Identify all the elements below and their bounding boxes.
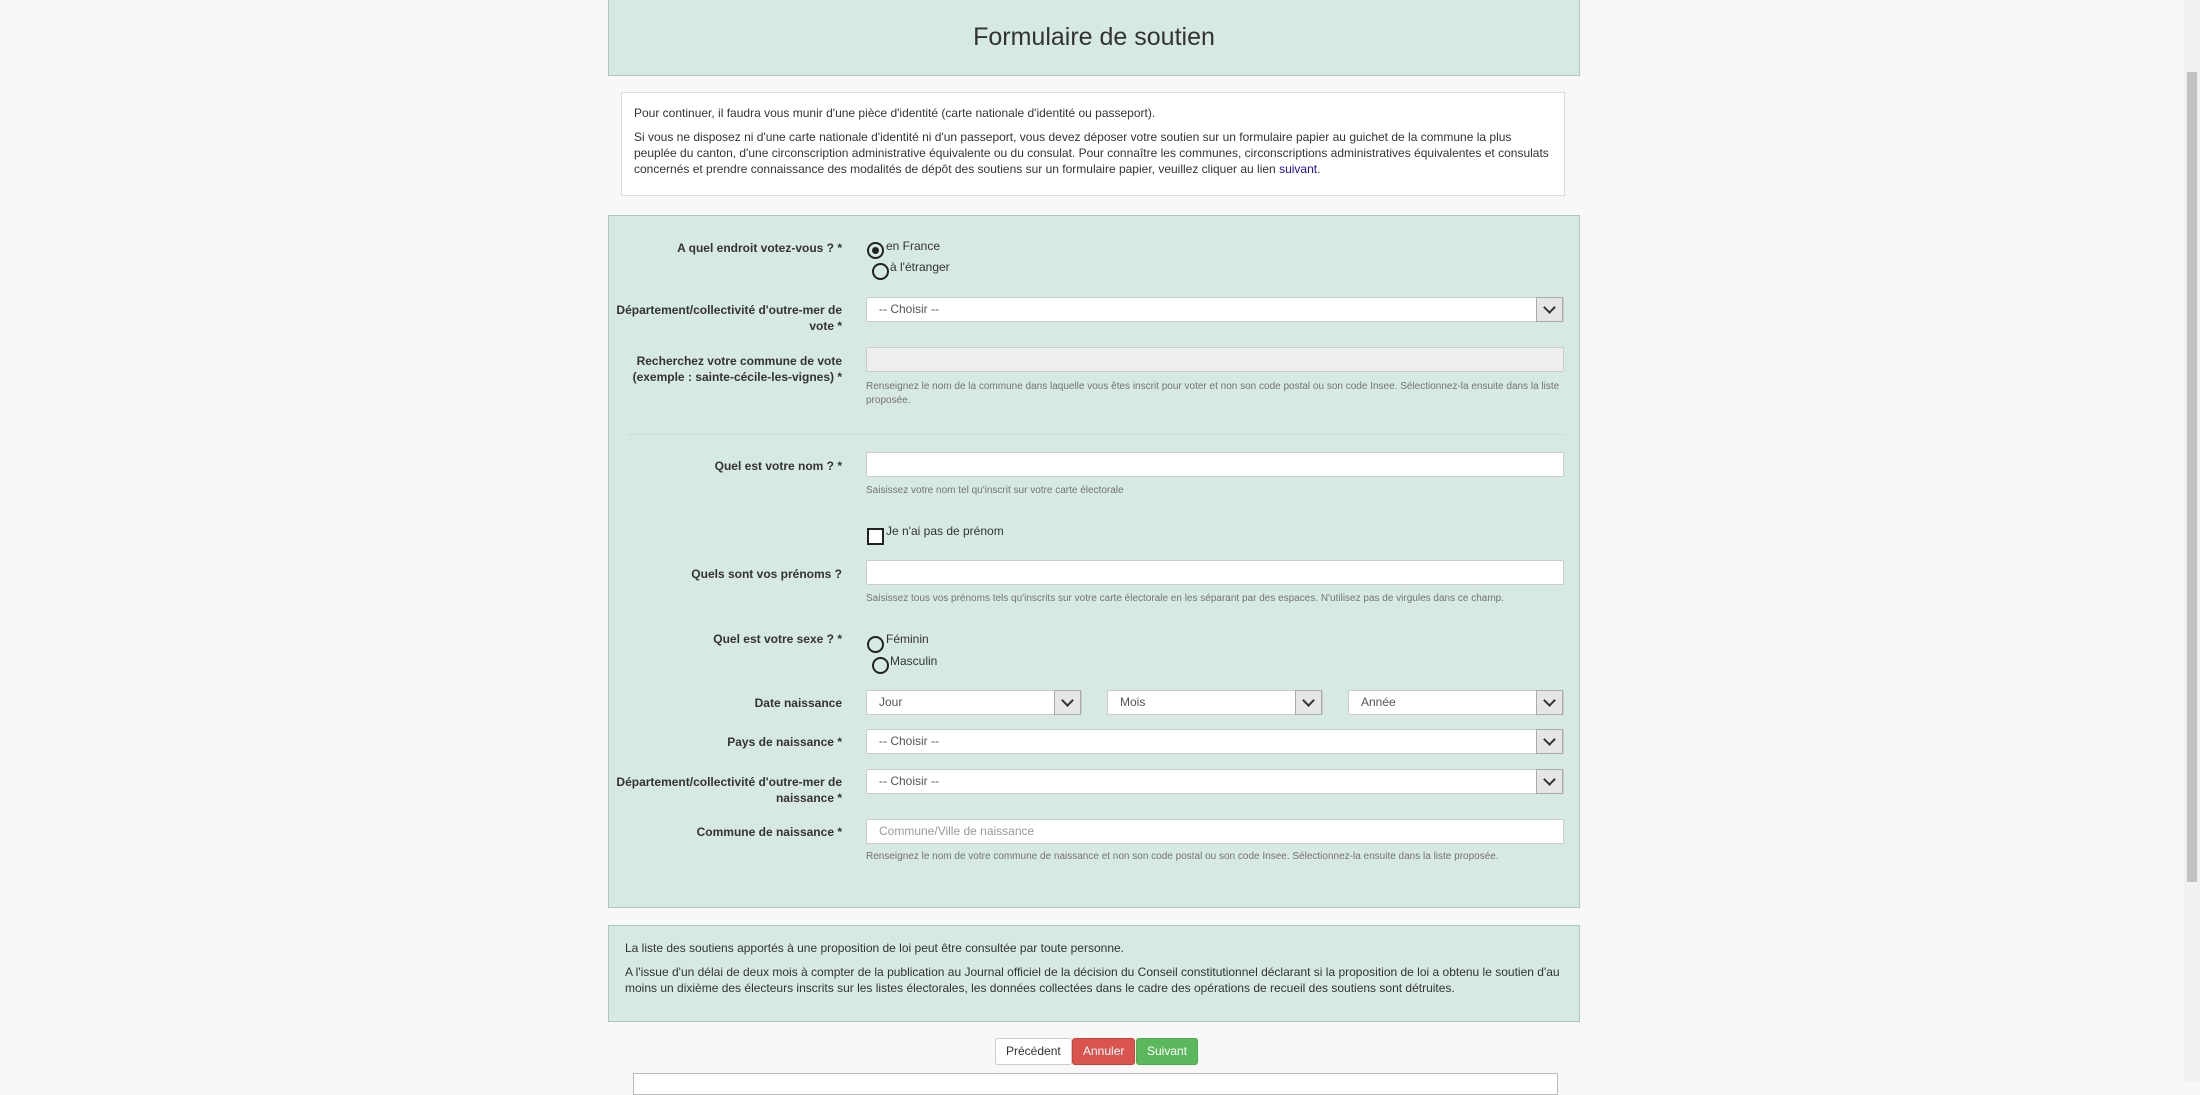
departement-vote-select[interactable]: -- Choisir -- (866, 297, 1564, 322)
chevron-down-icon[interactable] (1536, 729, 1563, 754)
prenoms-label: Quels sont vos prénoms ? (691, 567, 842, 581)
header-panel (608, 0, 1580, 76)
scrollbar-thumb[interactable] (2187, 72, 2197, 882)
pays-naissance-label: Pays de naissance * (727, 735, 842, 749)
intro-notice (621, 92, 1565, 196)
suivant-button[interactable]: Suivant (1136, 1038, 1198, 1065)
info-line-2: A l'issue d'un délai de deux mois à compter de la publication au Journal officiel de la décision du Conseil constitutionnel déclarant si la proposition de loi a obtenu le soutien d'au moins un dixième des électeurs inscrits sur les listes électorales, les données collectées dans le cadre des opérations de recueil des soutiens sont détruites. (625, 965, 1560, 995)
pays-naissance-select[interactable]: -- Choisir -- (866, 729, 1564, 754)
page-title: Formulaire de soutien (973, 22, 1215, 51)
precedent-button[interactable]: Précédent (995, 1038, 1072, 1065)
radio-etranger-label: à l'étranger (890, 260, 950, 274)
commune-vote-help: Renseignez le nom de la commune dans laquelle vous êtes inscrit pour voter et non son code postal ou son code Insee. Sélectionnez-la ensuite dans la liste proposée. (866, 381, 1560, 406)
no-prenom-checkbox[interactable] (867, 528, 884, 545)
commune-naissance-input[interactable]: Commune/Ville de naissance (866, 819, 1564, 844)
radio-masculin[interactable] (872, 657, 889, 674)
radio-feminin[interactable] (867, 636, 884, 653)
chevron-down-icon[interactable] (1054, 690, 1081, 715)
commune-vote-label: Recherchez votre commune de vote (exemple : sainte-cécile-les-vignes) * (632, 354, 842, 384)
commune-vote-input[interactable] (866, 347, 1564, 372)
departement-naissance-select[interactable]: -- Choisir -- (866, 769, 1564, 794)
jour-select[interactable]: Jour (866, 690, 1082, 715)
divider (628, 434, 1564, 435)
annee-select[interactable]: Année (1348, 690, 1564, 715)
no-prenom-label: Je n'ai pas de prénom (886, 524, 1004, 538)
vote-location-label: A quel endroit votez-vous ? * (677, 241, 842, 255)
radio-en-france[interactable] (867, 242, 884, 259)
chevron-down-icon[interactable] (1536, 297, 1563, 322)
bottom-panel (633, 1073, 1558, 1095)
departement-naissance-label: Département/collectivité d'outre-mer de naissance * (616, 775, 842, 805)
radio-feminin-label: Féminin (886, 632, 929, 646)
chevron-down-icon[interactable] (1536, 690, 1563, 715)
radio-etranger[interactable] (872, 263, 889, 280)
date-naissance-label: Date naissance (754, 696, 842, 710)
commune-naissance-label: Commune de naissance * (696, 825, 842, 839)
info-panel (608, 925, 1580, 1022)
info-line-1: La liste des soutiens apportés à une proposition de loi peut être consultée par toute personne. (625, 941, 1125, 955)
radio-masculin-label: Masculin (890, 654, 938, 668)
annuler-button[interactable]: Annuler (1072, 1038, 1135, 1065)
scrollbar[interactable] (2184, 0, 2200, 1082)
intro-line-2: Si vous ne disposez ni d'une carte nationale d'identité ni d'un passeport, vous devez déposer votre soutien sur un formulaire papier au guichet de la commune la plus peuplée du canton, d'une circonscription administrative équivalente ou du consulat. Pour connaître les communes, circonscriptions administratives équivalentes et consulats concernés et prendre connaissance des modalités de dépôt des soutiens sur un formulaire papier, veuillez cliquer au lien suivant. (634, 130, 1549, 176)
radio-en-france-label: en France (886, 239, 941, 253)
mois-select[interactable]: Mois (1107, 690, 1323, 715)
prenoms-input[interactable] (866, 560, 1564, 585)
chevron-down-icon[interactable] (1295, 690, 1322, 715)
departement-vote-label: Département/collectivité d'outre-mer de vote * (616, 303, 842, 333)
intro-line-1: Pour continuer, il faudra vous munir d'une pièce d'identité (carte nationale d'identité ou passeport). (634, 106, 1156, 120)
nom-label: Quel est votre nom ? * (714, 459, 842, 473)
nom-help: Saisissez votre nom tel qu'inscrit sur votre carte électorale (866, 485, 1124, 496)
suivant-link[interactable]: suivant (1279, 162, 1318, 176)
commune-naissance-help: Renseignez le nom de votre commune de naissance et non son code postal ou son code Insee. Sélectionnez-la ensuite dans la liste proposée. (866, 851, 1499, 862)
chevron-down-icon[interactable] (1536, 769, 1563, 794)
nom-input[interactable] (866, 452, 1564, 477)
prenoms-help: Saisissez tous vos prénoms tels qu'inscrits sur votre carte électorale en les séparant par des espaces. N'utilisez pas de virgules dans ce champ. (866, 593, 1505, 604)
sexe-label: Quel est votre sexe ? * (713, 632, 842, 646)
